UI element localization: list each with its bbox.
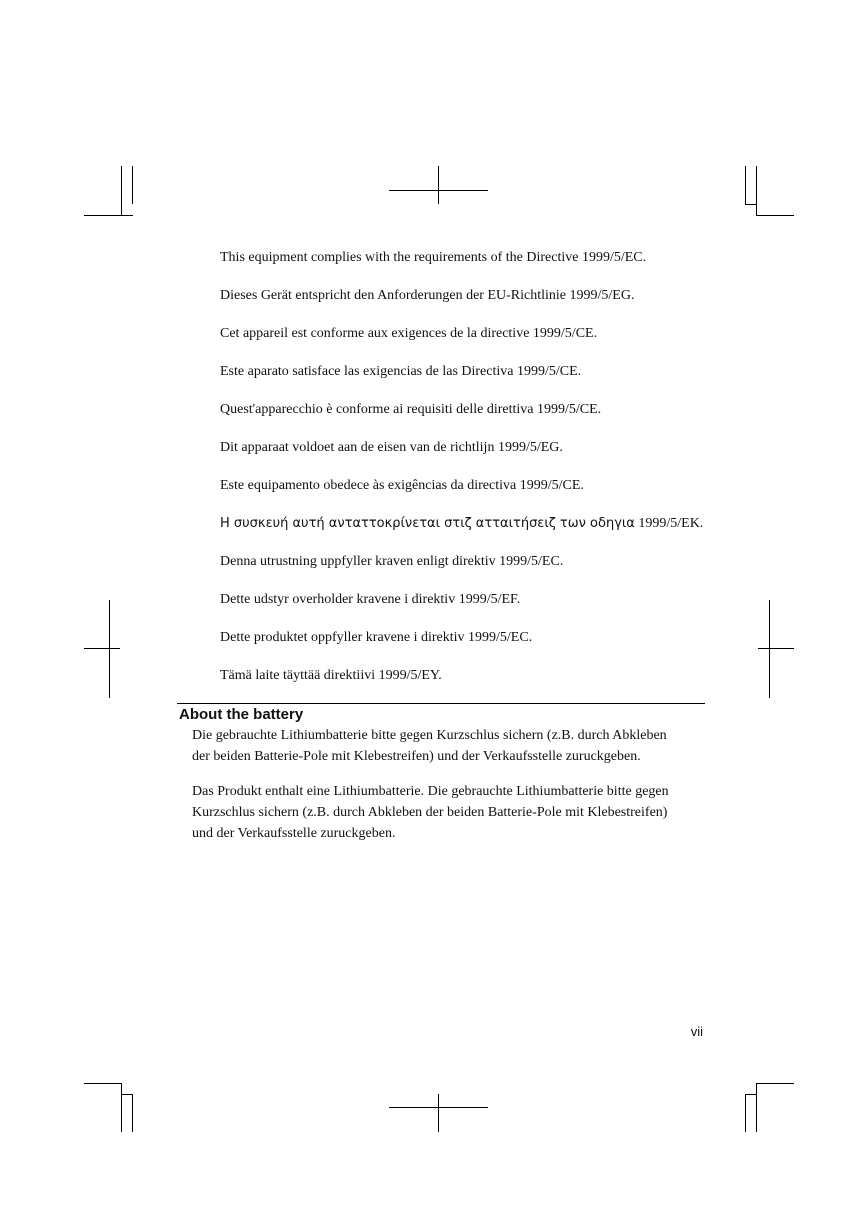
crop-mark-top-left-horizontal bbox=[84, 215, 133, 216]
directive-statement-swedish: Denna utrustning uppfyller kraven enligt direktiv 1999/5/EC. bbox=[220, 554, 564, 569]
directive-statement-italian: Quest'apparecchio è conforme ai requisiti delle direttiva 1999/5/CE. bbox=[220, 402, 602, 417]
crop-mark-bottom-left-horizontal bbox=[84, 1083, 122, 1084]
crop-mark-middle-left-vertical bbox=[109, 600, 110, 698]
crop-mark-middle-left-horizontal bbox=[84, 648, 120, 649]
crop-mark-top-right-vertical-inner bbox=[756, 166, 757, 215]
battery-paragraph-2: Das Produkt enthalt eine Lithiumbatterie. Die gebrauchte Lithiumbatterie bitte gegen Kurzschlus sichern (z.B. durch Abkleben der beiden Batterie-Pole mit Klebestreifen) und der Verkaufsstelle zuruckgeben. bbox=[192, 784, 669, 841]
crop-mark-bottom-left-vertical-inner bbox=[121, 1083, 122, 1132]
greek-directive-code: 1999/5/EK. bbox=[634, 516, 704, 531]
crop-mark-bottom-left-vertical-outer bbox=[132, 1094, 133, 1132]
directive-statement-dutch: Dit apparaat voldoet aan de eisen van de richtlijn 1999/5/EG. bbox=[220, 440, 563, 455]
crop-mark-bottom-right-horizontal-short bbox=[745, 1094, 756, 1095]
crop-mark-bottom-right-horizontal bbox=[756, 1083, 794, 1084]
crop-mark-bottom-center-vertical bbox=[438, 1094, 439, 1132]
crop-mark-middle-right-horizontal bbox=[758, 648, 794, 649]
crop-mark-top-right-horizontal-long bbox=[756, 215, 794, 216]
directive-statement-greek bbox=[220, 515, 780, 533]
page-number: vii bbox=[690, 1024, 703, 1039]
section-divider bbox=[177, 703, 705, 704]
directive-statement-french: Cet appareil est conforme aux exigences de la directive 1999/5/CE. bbox=[220, 326, 598, 341]
crop-mark-bottom-right-vertical-outer bbox=[745, 1094, 746, 1132]
directive-statement-norwegian: Dette produktet oppfyller kravene i direktiv 1999/5/EC. bbox=[220, 630, 533, 645]
directive-statement-english: This equipment complies with the requirements of the Directive 1999/5/EC. bbox=[220, 250, 647, 265]
directive-statement-finnish: Tämä laite täyttää direktiivi 1999/5/EY. bbox=[220, 668, 442, 683]
directive-statement-portuguese: Este equipamento obedece às exigências da directiva 1999/5/CE. bbox=[220, 478, 584, 493]
directive-statement-spanish: Este aparato satisface las exigencias de las Directiva 1999/5/CE. bbox=[220, 364, 582, 379]
directive-statement-danish: Dette udstyr overholder kravene i direktiv 1999/5/EF. bbox=[220, 592, 521, 607]
crop-mark-top-right-horizontal bbox=[745, 204, 756, 205]
battery-section-heading: About the battery bbox=[179, 706, 304, 723]
greek-text: Η συσκευή αυτή ανταττοκρίνεται στιζ ατταιτήσειζ των οδηγια bbox=[220, 516, 635, 531]
crop-mark-top-center-vertical bbox=[438, 166, 439, 204]
directive-statement-german: Dieses Gerät entspricht den Anforderungen der EU-Richtlinie 1999/5/EG. bbox=[220, 288, 635, 303]
crop-mark-bottom-right-vertical-inner bbox=[756, 1083, 757, 1132]
crop-mark-top-left-vertical-inner bbox=[121, 166, 122, 215]
crop-mark-top-right-vertical-outer bbox=[745, 166, 746, 204]
crop-mark-top-left-vertical-outer bbox=[132, 166, 133, 204]
battery-paragraph-1: Die gebrauchte Lithiumbatterie bitte gegen Kurzschlus sichern (z.B. durch Abkleben der beiden Batterie-Pole mit Klebestreifen) und der Verkaufsstelle zuruckgeben. bbox=[192, 728, 667, 764]
